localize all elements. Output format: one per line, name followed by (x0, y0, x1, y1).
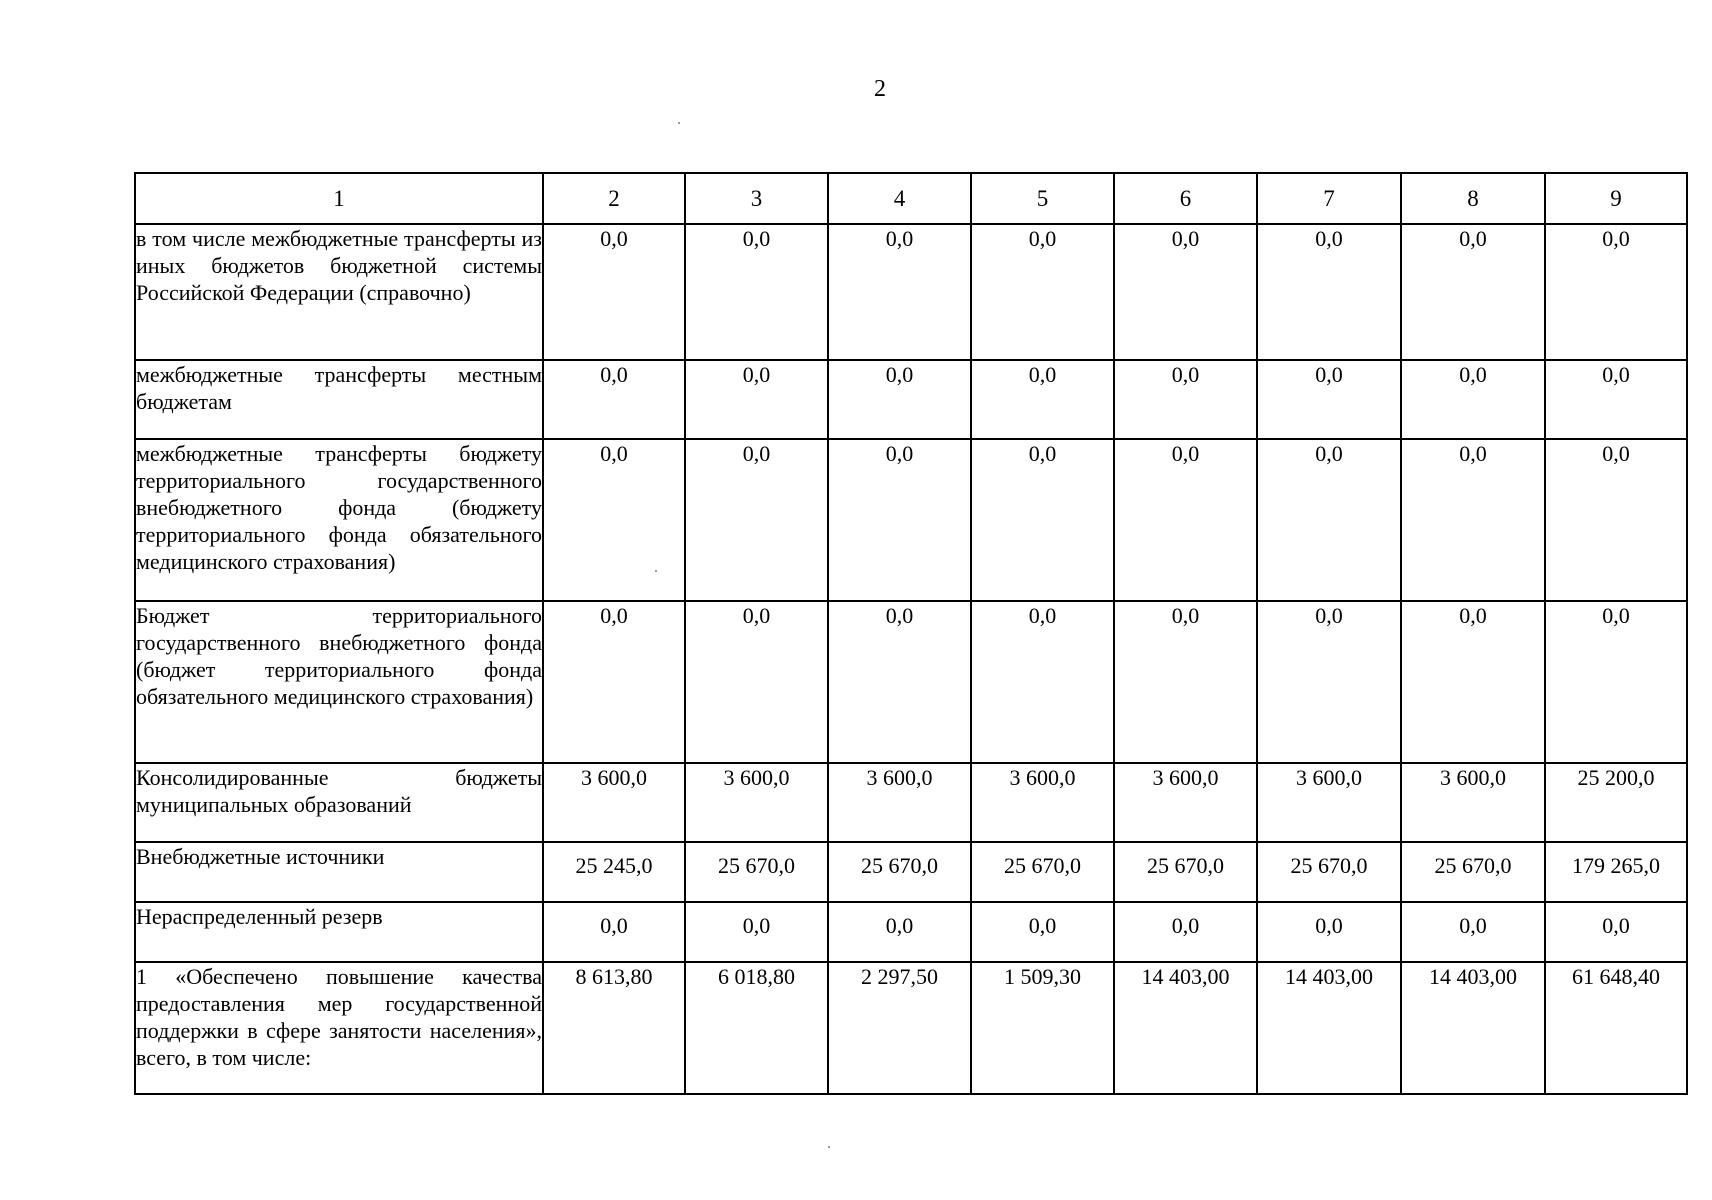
table-cell: 0,0 (971, 601, 1114, 763)
table-cell: 3 600,0 (543, 763, 685, 842)
table-cell: 0,0 (971, 224, 1114, 360)
scan-speck (655, 570, 657, 572)
table-cell: 14 403,00 (1401, 962, 1545, 1094)
table-cell: 0,0 (1257, 360, 1401, 439)
table-cell: 3 600,0 (1114, 763, 1257, 842)
table-cell: 25 670,0 (1257, 842, 1401, 902)
table-cell: 179 265,0 (1545, 842, 1687, 902)
table-cell: 25 670,0 (971, 842, 1114, 902)
table-cell: 0,0 (1545, 360, 1687, 439)
table-cell: 0,0 (685, 439, 828, 601)
table-cell: 25 670,0 (1114, 842, 1257, 902)
table-row (135, 224, 1687, 360)
row-label: межбюджетные трансферты бюджету территориального государственного внебюджетного фонда (бюджету территориального фонда обязательного медицинского страхования) (135, 439, 543, 601)
table-cell: 0,0 (1545, 601, 1687, 763)
table-cell: 3 600,0 (1257, 763, 1401, 842)
table-cell: 25 200,0 (1545, 763, 1687, 842)
table-cell: 0,0 (828, 439, 971, 601)
column-header: 2 (543, 173, 685, 224)
table-cell: 0,0 (828, 360, 971, 439)
table-cell: 0,0 (971, 902, 1114, 962)
table-cell: 0,0 (543, 360, 685, 439)
column-header: 3 (685, 173, 828, 224)
table-cell: 0,0 (543, 601, 685, 763)
table-cell: 0,0 (1257, 902, 1401, 962)
table-cell: 0,0 (1114, 439, 1257, 601)
table-row (135, 601, 1687, 763)
table-cell: 0,0 (685, 360, 828, 439)
table-cell: 3 600,0 (828, 763, 971, 842)
table-cell: 0,0 (1257, 601, 1401, 763)
table-cell: 14 403,00 (1114, 962, 1257, 1094)
row-label: в том числе межбюджетные трансферты из иных бюджетов бюджетной системы Российской Федерации (справочно) (135, 224, 543, 360)
table-row (135, 842, 1687, 902)
table-cell: 0,0 (1114, 601, 1257, 763)
budget-table (134, 172, 1688, 1095)
table-cell: 0,0 (1545, 439, 1687, 601)
table-cell: 0,0 (1114, 360, 1257, 439)
table-row (135, 439, 1687, 601)
table-cell: 8 613,80 (543, 962, 685, 1094)
table-cell: 14 403,00 (1257, 962, 1401, 1094)
table-cell: 3 600,0 (1401, 763, 1545, 842)
column-header: 9 (1545, 173, 1687, 224)
table-row (135, 360, 1687, 439)
table-cell: 25 670,0 (1401, 842, 1545, 902)
table-cell: 0,0 (543, 224, 685, 360)
table-cell: 0,0 (1401, 224, 1545, 360)
table-row (135, 902, 1687, 962)
table-cell: 0,0 (1401, 601, 1545, 763)
column-header: 1 (135, 173, 543, 224)
row-label: Консолидированные бюджеты муниципальных образований (135, 763, 543, 842)
row-label: Бюджет территориального государственного внебюджетного фонда (бюджет территориального фонда обязательного медицинского страхования) (135, 601, 543, 763)
table-cell: 61 648,40 (1545, 962, 1687, 1094)
column-header: 6 (1114, 173, 1257, 224)
table-row (135, 763, 1687, 842)
table-cell: 0,0 (1401, 439, 1545, 601)
table-cell: 1 509,30 (971, 962, 1114, 1094)
column-header: 7 (1257, 173, 1401, 224)
column-header: 4 (828, 173, 971, 224)
table-cell: 0,0 (543, 439, 685, 601)
table-cell: 0,0 (971, 360, 1114, 439)
column-header: 5 (971, 173, 1114, 224)
table-cell: 0,0 (685, 224, 828, 360)
table-cell: 0,0 (1401, 360, 1545, 439)
table-cell: 0,0 (828, 601, 971, 763)
table-cell: 25 670,0 (685, 842, 828, 902)
table-cell: 0,0 (1401, 902, 1545, 962)
table-cell: 0,0 (1114, 902, 1257, 962)
table-cell: 3 600,0 (685, 763, 828, 842)
table-cell: 0,0 (828, 902, 971, 962)
table-cell: 2 297,50 (828, 962, 971, 1094)
table-header-row (135, 173, 1687, 224)
table-cell: 25 245,0 (543, 842, 685, 902)
table-cell: 25 670,0 (828, 842, 971, 902)
table-cell: 6 018,80 (685, 962, 828, 1094)
table-cell: 0,0 (1114, 224, 1257, 360)
table-row (135, 962, 1687, 1094)
table-cell: 0,0 (1257, 224, 1401, 360)
row-label: 1 «Обеспечено повышение качества предоставления мер государственной поддержки в сфере занятости населения», всего, в том числе: (135, 962, 543, 1094)
table-cell: 0,0 (543, 902, 685, 962)
table-cell: 0,0 (1545, 224, 1687, 360)
row-label: Внебюджетные источники (135, 842, 543, 902)
scan-speck (828, 1146, 830, 1148)
table-cell: 0,0 (971, 439, 1114, 601)
scan-speck (678, 122, 680, 124)
column-header: 8 (1401, 173, 1545, 224)
row-label: межбюджетные трансферты местным бюджетам (135, 360, 543, 439)
table-cell: 0,0 (828, 224, 971, 360)
row-label: Нераспределенный резерв (135, 902, 543, 962)
table-cell: 0,0 (1545, 902, 1687, 962)
table-cell: 0,0 (1257, 439, 1401, 601)
table-cell: 0,0 (685, 902, 828, 962)
table-cell: 3 600,0 (971, 763, 1114, 842)
page-number: 2 (874, 76, 886, 102)
table-cell: 0,0 (685, 601, 828, 763)
